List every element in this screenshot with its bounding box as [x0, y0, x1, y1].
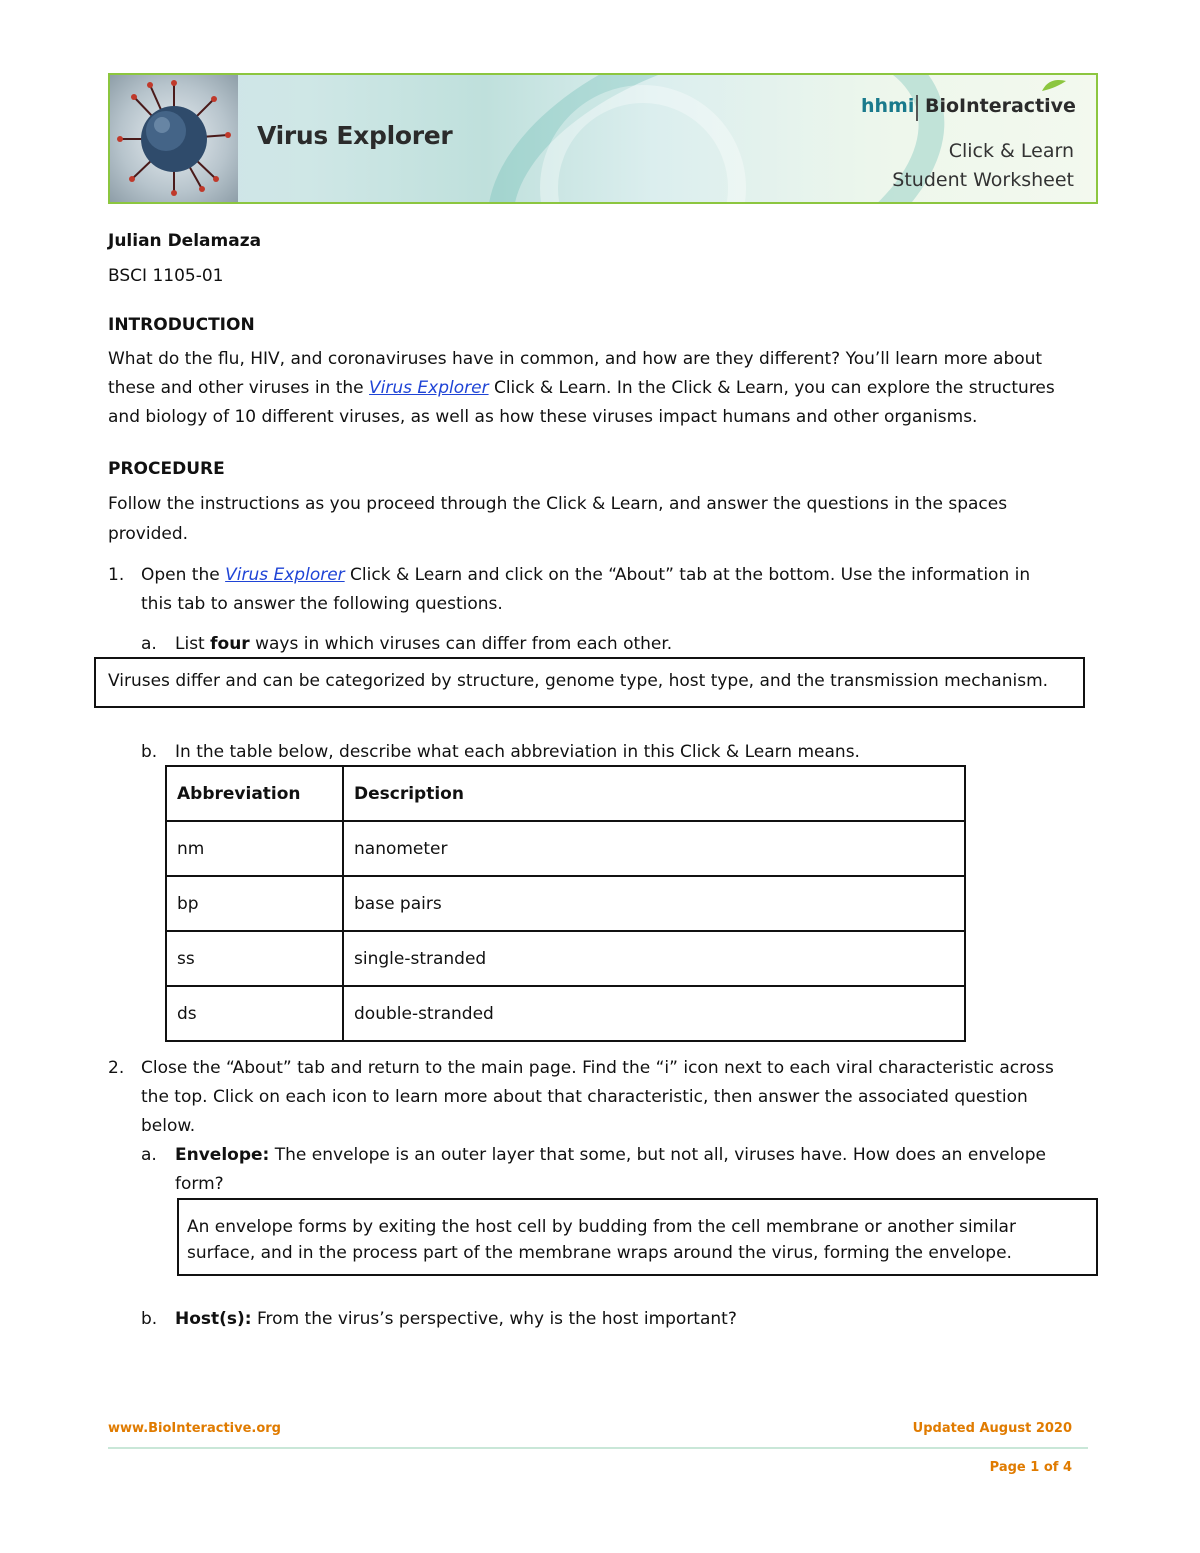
emphasis: four: [210, 634, 250, 654]
table-row: [166, 986, 965, 1041]
table-row: [166, 821, 965, 876]
intro-text-segment: Click & Learn. In the Click & Learn, you can explore the structures: [488, 378, 1055, 398]
intro-text: [108, 374, 1055, 403]
student-name: Julian Delamaza: [108, 231, 262, 251]
table-cell[interactable]: double-stranded: [343, 986, 965, 1041]
biointeractive-logo: BioInteractive: [925, 95, 1076, 117]
intro-text: and biology of 10 different viruses, as well as how these viruses impact humans and other organisms.: [108, 407, 978, 427]
question-text: [141, 561, 1030, 590]
subquestion-label: a.: [141, 1145, 157, 1165]
subquestion-text: [175, 1305, 737, 1334]
intro-heading: INTRODUCTION: [108, 315, 255, 335]
subquestion-text-segment: The envelope is an outer layer that some, but not all, viruses have. How does an envelope: [269, 1145, 1046, 1165]
table-cell: bp: [166, 876, 343, 931]
table-cell: ds: [166, 986, 343, 1041]
page-number: Page 1 of 4: [989, 1460, 1072, 1475]
subquestion-label: a.: [141, 634, 157, 654]
question-text: Close the “About” tab and return to the main page. Find the “i” icon next to each viral characteristic across: [141, 1058, 1054, 1078]
question-text-segment: Click & Learn and click on the “About” tab at the bottom. Use the information in: [344, 565, 1031, 585]
virus-explorer-link[interactable]: Virus Explorer: [369, 378, 489, 398]
procedure-heading: PROCEDURE: [108, 459, 225, 479]
intro-text: What do the flu, HIV, and coronaviruses have in common, and how are they different? You’ll learn more about: [108, 349, 1043, 369]
question-number: 1.: [108, 565, 125, 585]
banner-title: Virus Explorer: [257, 121, 453, 150]
subquestion-label: b.: [141, 1309, 158, 1329]
procedure-text: Follow the instructions as you proceed through the Click & Learn, and answer the questions in the spaces: [108, 494, 1008, 514]
question-number: 2.: [108, 1058, 125, 1078]
table-row: [166, 931, 965, 986]
answer-text: surface, and in the process part of the membrane wraps around the virus, forming the envelope.: [187, 1243, 1012, 1263]
question-text: below.: [141, 1116, 196, 1136]
table-header-cell: Abbreviation: [166, 766, 343, 821]
header-banner: [108, 73, 1098, 204]
banner-subtitle: Student Worksheet: [892, 169, 1074, 191]
table-cell: nm: [166, 821, 343, 876]
subquestion-title: Host(s):: [175, 1309, 252, 1329]
subquestion-text-segment: List: [175, 634, 211, 654]
banner-subtitle: Click & Learn: [948, 140, 1074, 162]
subquestion-text-segment: From the virus’s perspective, why is the host important?: [251, 1309, 737, 1329]
intro-text-segment: these and other viruses in the: [108, 378, 370, 398]
answer-box[interactable]: [177, 1198, 1098, 1276]
answer-box[interactable]: [94, 657, 1085, 708]
question-text: this tab to answer the following questions.: [141, 594, 503, 614]
subquestion-text: form?: [175, 1174, 224, 1194]
logo-divider: [916, 95, 918, 121]
table-cell[interactable]: single-stranded: [343, 931, 965, 986]
website-link[interactable]: www.BioInteractive.org: [108, 1421, 281, 1436]
subquestion-label: b.: [141, 742, 158, 762]
abbreviation-table: [165, 765, 966, 1042]
updated-date: Updated August 2020: [912, 1421, 1072, 1436]
leaf-icon: [1040, 77, 1068, 93]
table-header-cell: Description: [343, 766, 965, 821]
subquestion-text: [175, 1141, 1046, 1170]
hhmi-logo: hhmi: [861, 95, 915, 117]
answer-text: Viruses differ and can be categorized by structure, genome type, host type, and the transmission mechanism.: [108, 671, 1049, 691]
answer-text: An envelope forms by exiting the host cell by budding from the cell membrane or another similar: [187, 1217, 1016, 1237]
table-cell[interactable]: nanometer: [343, 821, 965, 876]
subquestion-text: In the table below, describe what each abbreviation in this Click & Learn means.: [175, 742, 860, 762]
course-code: BSCI 1105-01: [108, 266, 224, 286]
question-text-segment: Open the: [141, 565, 226, 585]
question-text: the top. Click on each icon to learn more about that characteristic, then answer the associated question: [141, 1087, 1028, 1107]
subquestion-title: Envelope:: [175, 1145, 270, 1165]
subquestion-text-segment: ways in which viruses can differ from each other.: [249, 634, 673, 654]
virus-explorer-link[interactable]: Virus Explorer: [225, 565, 345, 585]
table-header-row: [166, 766, 965, 821]
virus-image: [110, 75, 238, 202]
footer-divider: [108, 1447, 1088, 1449]
table-cell: ss: [166, 931, 343, 986]
table-cell[interactable]: base pairs: [343, 876, 965, 931]
procedure-text: provided.: [108, 524, 189, 544]
table-row: [166, 876, 965, 931]
subquestion-text: [175, 630, 672, 659]
